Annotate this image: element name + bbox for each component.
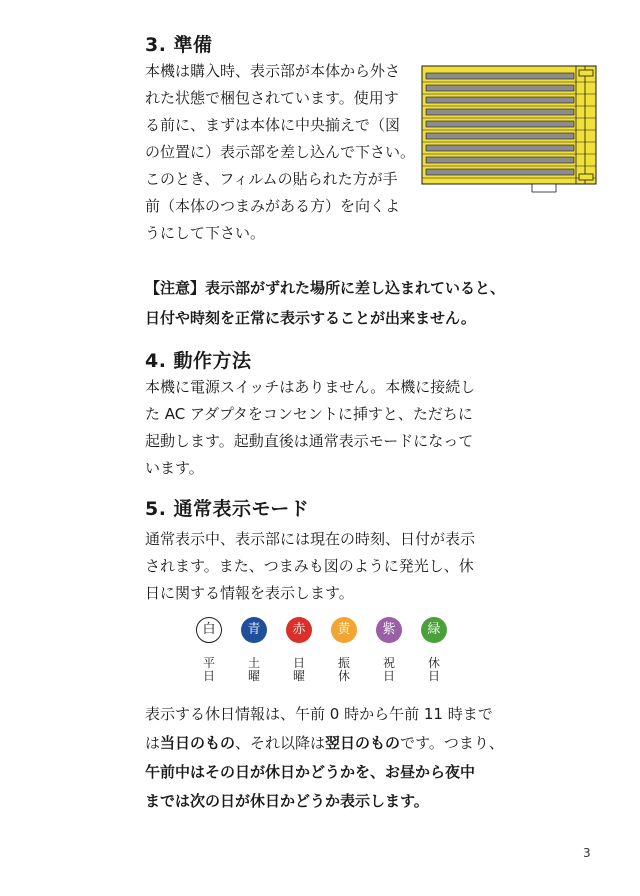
text-line: る前に、まずは本体に中央揃えで（図 bbox=[145, 116, 401, 134]
text-line: 表示する休日情報は、午前 0 時から午前 11 時まで bbox=[145, 705, 493, 723]
display-slats bbox=[426, 73, 574, 175]
page-number: 3 bbox=[583, 846, 591, 860]
text-line: までは次の日が休日かどうか表示します。 bbox=[145, 792, 429, 810]
text-line: た AC アダプタをコンセントに挿すと、ただちに bbox=[145, 405, 473, 423]
holiday-info-paragraph bbox=[145, 700, 504, 816]
text-line: うにして下さい。 bbox=[145, 224, 266, 242]
day-type-label: 日 曜 bbox=[292, 656, 305, 683]
red-circle: 赤 bbox=[286, 617, 312, 643]
caution-note bbox=[145, 273, 505, 333]
text-line: されます。また、つまみも図のように発光し、休 bbox=[145, 557, 474, 575]
section-3-paragraph bbox=[145, 58, 415, 247]
text-line: 午前中はその日が休日かどうかを、お昼から夜中 bbox=[145, 763, 476, 781]
day-type-label: 休 日 bbox=[427, 656, 440, 683]
text-line: 通常表示中、表示部には現在の時刻、日付が表示 bbox=[145, 530, 476, 548]
text-line: 前（本体のつまみがある方）を向くよ bbox=[145, 197, 401, 215]
section-4-paragraph bbox=[145, 374, 475, 482]
text-line: います。 bbox=[145, 459, 204, 477]
text-line: の位置に）表示部を差し込んで下さい。 bbox=[145, 143, 416, 161]
section-4-heading: 4. 動作方法 bbox=[145, 350, 252, 372]
text-line: 【注意】表示部がずれた場所に差し込まれていると、 bbox=[145, 279, 506, 297]
text-line: 本機は購入時、表示部が本体から外さ bbox=[145, 62, 401, 80]
text-line: このとき、フィルムの貼られた方が手 bbox=[145, 170, 398, 188]
section-5-heading: 5. 通常表示モード bbox=[145, 498, 310, 520]
purple-circle: 紫 bbox=[376, 617, 402, 643]
yellow-circle: 黄 bbox=[331, 617, 357, 643]
text-line: 日付や時刻を正常に表示することが出来ません。 bbox=[145, 309, 476, 327]
green-circle: 緑 bbox=[421, 617, 447, 643]
text-line: は当日のもの、それ以降は翌日のものです。つまり、 bbox=[145, 734, 504, 752]
section-5-paragraph bbox=[145, 526, 475, 607]
day-type-label: 土 曜 bbox=[247, 656, 260, 683]
text-line: 起動します。起動直後は通常表示モードになって bbox=[145, 432, 474, 450]
text-line: れた状態で梱包されています。使用す bbox=[145, 89, 399, 107]
text-line: 日に関する情報を表示します。 bbox=[145, 584, 354, 602]
blue-circle: 青 bbox=[241, 617, 267, 643]
device-illustration bbox=[420, 64, 598, 194]
day-type-label: 祝 日 bbox=[382, 656, 395, 683]
text-line: 本機に電源スイッチはありません。本機に接続し bbox=[145, 378, 476, 396]
day-type-label: 平 日 bbox=[202, 656, 215, 683]
section-3-heading: 3. 準備 bbox=[145, 34, 213, 56]
knob-color-legend bbox=[196, 617, 456, 687]
device-stand bbox=[532, 184, 556, 192]
day-type-label: 振 休 bbox=[337, 656, 350, 683]
white-circle: 白 bbox=[196, 617, 222, 643]
